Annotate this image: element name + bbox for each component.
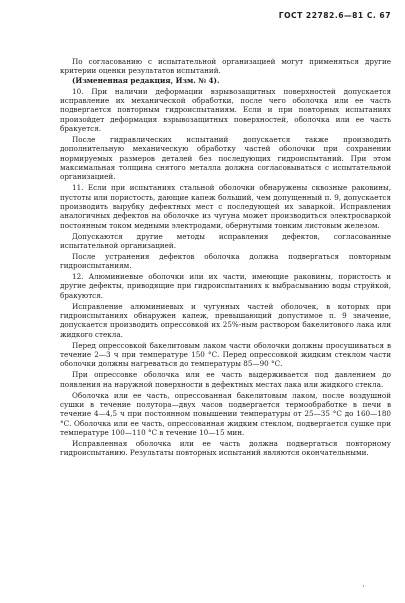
paragraph-pressing-repair: Исправление алюминиевых и чугунных частей оболочек, в которых при гидроиспытаниях обнаружен капеж, превышающий допустимое п. 9 значение, допускается производить опрессовкой их 25%-ным раствором бакелитового лака или жидкого стекла. xyxy=(60,301,391,339)
paragraph-pressure: При опрессовке оболочка или ее часть выдерживается под давлением до появления на наружной поверхности в дефектных местах лака или жидкого стекла. xyxy=(60,370,391,389)
paragraph-12: 12. Алюминиевые оболочки или их части, имеющие раковины, пористость и другие дефекты, приводящие при гидроиспытаниях к выбрасыванию воды струйкой, бракуются. xyxy=(60,272,391,300)
paragraph-11: 11. Если при испытаниях стальной оболочки обнаружены сквозные раковины, пустоты или пористость, дающие капеж больший, чем допущенный п. 9, допускается производить вырубку дефектных мест с последующей их заваркой. Исправления аналогичных дефектов на оболочке из чугуна может производиться электросваркой постоянным током медными электродами, обернутыми тонким листовым железом. xyxy=(60,183,391,230)
page-header: ГОСТ 22782.6—81 С. 67 xyxy=(278,11,391,20)
document-body xyxy=(60,57,391,459)
paragraph-other-methods: Допускаются другие методы исправления дефектов, согласованные испытательной организацией. xyxy=(60,231,391,250)
paragraph-final: Исправленная оболочка или ее часть должна подвергаться повторному гидроиспытанию. Результаты повторных испытаний являются окончательными. xyxy=(60,438,391,458)
paragraph-criteria: По согласованию с испытательной организацией могут применяться другие критерии оценки результатов испытаний. xyxy=(60,57,391,76)
amendment-note: (Измененная редакция, Изм. № 4). xyxy=(72,75,220,85)
scan-mark: · xyxy=(362,582,365,592)
paragraph-retest: После устранения дефектов оболочка должна подвергаться повторным гидроиспытаниям. xyxy=(60,251,391,271)
paragraph-drying: Перед опрессовкой бакелитовым лаком части оболочки должны просушиваться в течение 2—3 ч при температуре 150 °С. Перед опрессовкой жидким стеклом части оболочки должны нагреваться до температуры 85—90 °С. xyxy=(60,340,391,369)
paragraph-10: 10. При наличии деформации взрывозащитных поверхностей допускается исправление их механической обработки, после чего оболочка или ее часть подвергается повторным гидроиспытаниям. Если и при повторных испытаниях произойдет деформация взрывозащитных поверхностей, оболочка или ее часть бракуется. xyxy=(60,86,391,133)
paragraph-heat-treatment: Оболочка или ее часть, опрессованная бакелитовым лаком, после воздушной сушки в течение полутора—двух часов подвергается термообработке в печи в течение 4—4,5 ч при постоянном повышении температуры от 25—35 °С до 160—180 °С. Оболочка или ее часть, опрессованная жидким стеклом, подвергается сушке при температуре 100—110 °С в течение 10—15 мин. xyxy=(60,390,391,437)
paragraph-machining: После гидравлических испытаний допускается также производить дополнительную механическую обработку частей оболочки при сохранении нормируемых размеров деталей без последующих гидроиспытаний. При этом максимальная толщина снятого металла должна согласовываться с испытательной организацией. xyxy=(60,134,391,182)
